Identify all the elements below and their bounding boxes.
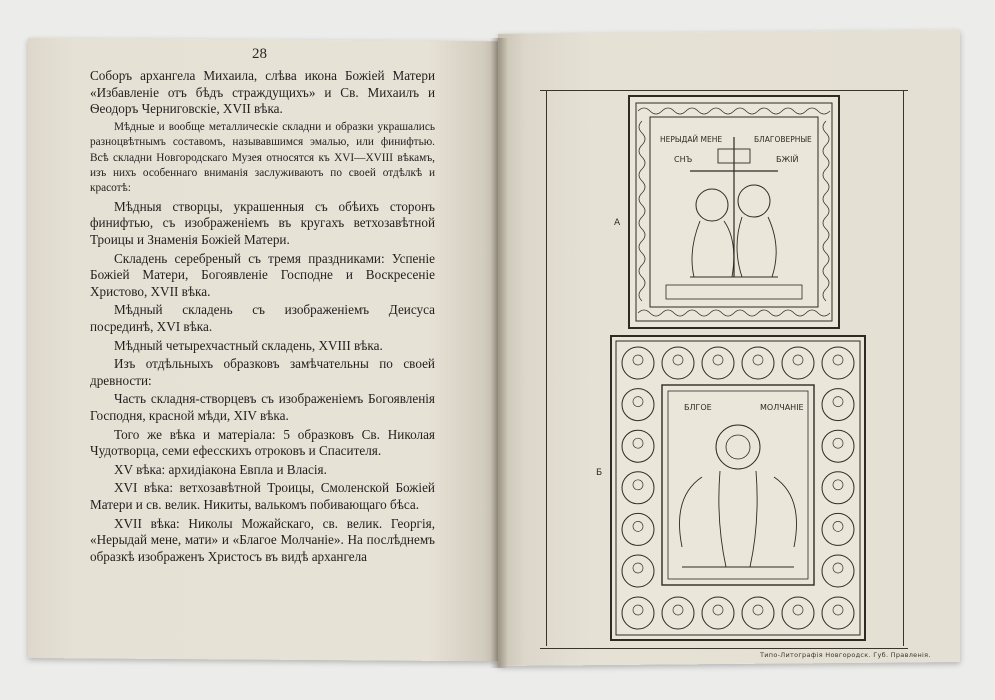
paragraph-1: Соборъ архангела Михаила, слѣва икона Божіей Матери «Избавленіе отъ бѣдъ страждущихъ» и Св. Михаилъ и Ѳеодоръ Черниговскіе, XVII вѣка.: [90, 68, 435, 117]
medallion-face: [633, 605, 643, 615]
book-gutter: [490, 38, 508, 668]
medallion-face: [833, 355, 843, 365]
medallion-face: [833, 563, 843, 573]
medallion-face: [713, 605, 723, 615]
medallion: [622, 555, 654, 587]
medallion-face: [833, 480, 843, 490]
medallion: [822, 555, 854, 587]
medallion-face: [833, 605, 843, 615]
medallion: [622, 430, 654, 462]
page-number: 28: [252, 46, 267, 62]
paragraph-12: XVII вѣка: Николы Можайскаго, св. велик. Георгія, «Нерыдай мене, мати» и «Благое Молчаніе». На послѣднемъ образкѣ изображенъ Христосъ въ видѣ архангела: [90, 515, 435, 564]
medallion-face: [633, 521, 643, 531]
medallion-face: [633, 480, 643, 490]
medallion-face: [753, 605, 763, 615]
icon-a-drawing: [630, 97, 838, 327]
medallion: [822, 597, 854, 629]
medallion: [622, 513, 654, 545]
icon-b-inscription-left: БЛГОЕ: [684, 403, 712, 412]
medallion-face: [833, 397, 843, 407]
medallion-face: [793, 605, 803, 615]
figure-label-a: А: [614, 218, 621, 228]
paragraph-8: Часть складня-створцевъ съ изображеніемъ Богоявленія Господня, красной мѣди, XIV вѣка.: [90, 391, 435, 423]
medallion: [702, 347, 734, 379]
paragraph-4: Складень серебреный съ тремя праздниками: Успеніе Божіей Матери, Богоявленіе Господне и Воскресеніе Христово, XVII вѣка.: [90, 250, 435, 299]
medallion: [662, 347, 694, 379]
medallion: [822, 430, 854, 462]
paragraph-2: Мѣдные и вообще металлическіе складни и образки украшались разноцвѣтнымъ составомъ, называвшимся эмалью, или финифтью. Всѣ складни Новгородскаго Музея относятся къ XVI—XVIII вѣкамъ, изъ нихъ особеннаго вниманія заслуживаютъ по своей отдѣлкѣ и красотѣ:: [90, 120, 435, 195]
paragraph-9: Того же вѣка и матеріала: 5 образковъ Св. Николая Чудотворца, семи ефесскихъ отроковъ и Спасителя.: [90, 426, 435, 459]
medallion-face: [633, 355, 643, 365]
medallion: [822, 389, 854, 421]
icon-a-inscription-right: БЛАГОВЕРНЫЕ: [754, 135, 812, 144]
medallion: [822, 347, 854, 379]
medallion-face: [673, 355, 683, 365]
left-page-text: [90, 68, 435, 567]
medallion: [622, 472, 654, 504]
medallion-face: [793, 355, 803, 365]
medallion-face: [673, 605, 683, 615]
medallion: [782, 597, 814, 629]
paragraph-6: Мѣдный четырехчастный складень, XVIII вѣка.: [114, 337, 383, 353]
medallion-face: [753, 355, 763, 365]
medallion: [702, 597, 734, 629]
paragraph-11: XVI вѣка: ветхозавѣтной Троицы, Смоленской Божіей Матери и св. велик. Никиты, валькомъ побивающаго бѣса.: [90, 480, 435, 512]
icon-a-inscription-bottom-right: БЖІЙ: [776, 155, 799, 164]
icon-b-inscription-right: МОЛЧАНІЕ: [760, 403, 804, 412]
medallion: [742, 597, 774, 629]
medallion: [662, 597, 694, 629]
icon-a-inscription-left: НЕРЫДАЙ МЕНЕ: [660, 135, 723, 144]
medallion: [622, 347, 654, 379]
plate-frame-bottom: [540, 648, 908, 649]
medallion: [822, 472, 854, 504]
icon-b-drawing: [612, 337, 864, 639]
paragraph-5: Мѣдный складень съ изображеніемъ Деисуса посрединѣ, XVI вѣка.: [90, 302, 435, 334]
medallion-face: [633, 438, 643, 448]
medallion: [622, 597, 654, 629]
medallion-face: [633, 397, 643, 407]
medallion: [822, 513, 854, 545]
plate-credit: Типо-Литографія Новгородск. Губ. Правленія.: [760, 651, 931, 659]
medallion-face: [713, 355, 723, 365]
icon-a-inscription-bottom-left: СНЪ: [674, 155, 693, 164]
icon-illustration-b: [610, 335, 866, 641]
icon-illustration-a: [628, 95, 840, 329]
medallion: [742, 347, 774, 379]
medallion: [782, 347, 814, 379]
paragraph-7: Изъ отдѣльныхъ образковъ замѣчательны по своей древности:: [90, 356, 435, 388]
figure-label-b: Б: [596, 468, 603, 478]
medallion-face: [633, 563, 643, 573]
medallion: [622, 389, 654, 421]
paragraph-10: XV вѣка: архидіакона Евпла и Власія.: [114, 461, 327, 477]
paragraph-3: Мѣдныя створцы, украшенныя съ обѣихъ сторонъ финифтью, съ изображеніемъ въ кругахъ ветхозавѣтной Троицы и Знаменія Божіей Матери.: [90, 198, 435, 247]
medallion-face: [833, 521, 843, 531]
medallion-face: [833, 438, 843, 448]
